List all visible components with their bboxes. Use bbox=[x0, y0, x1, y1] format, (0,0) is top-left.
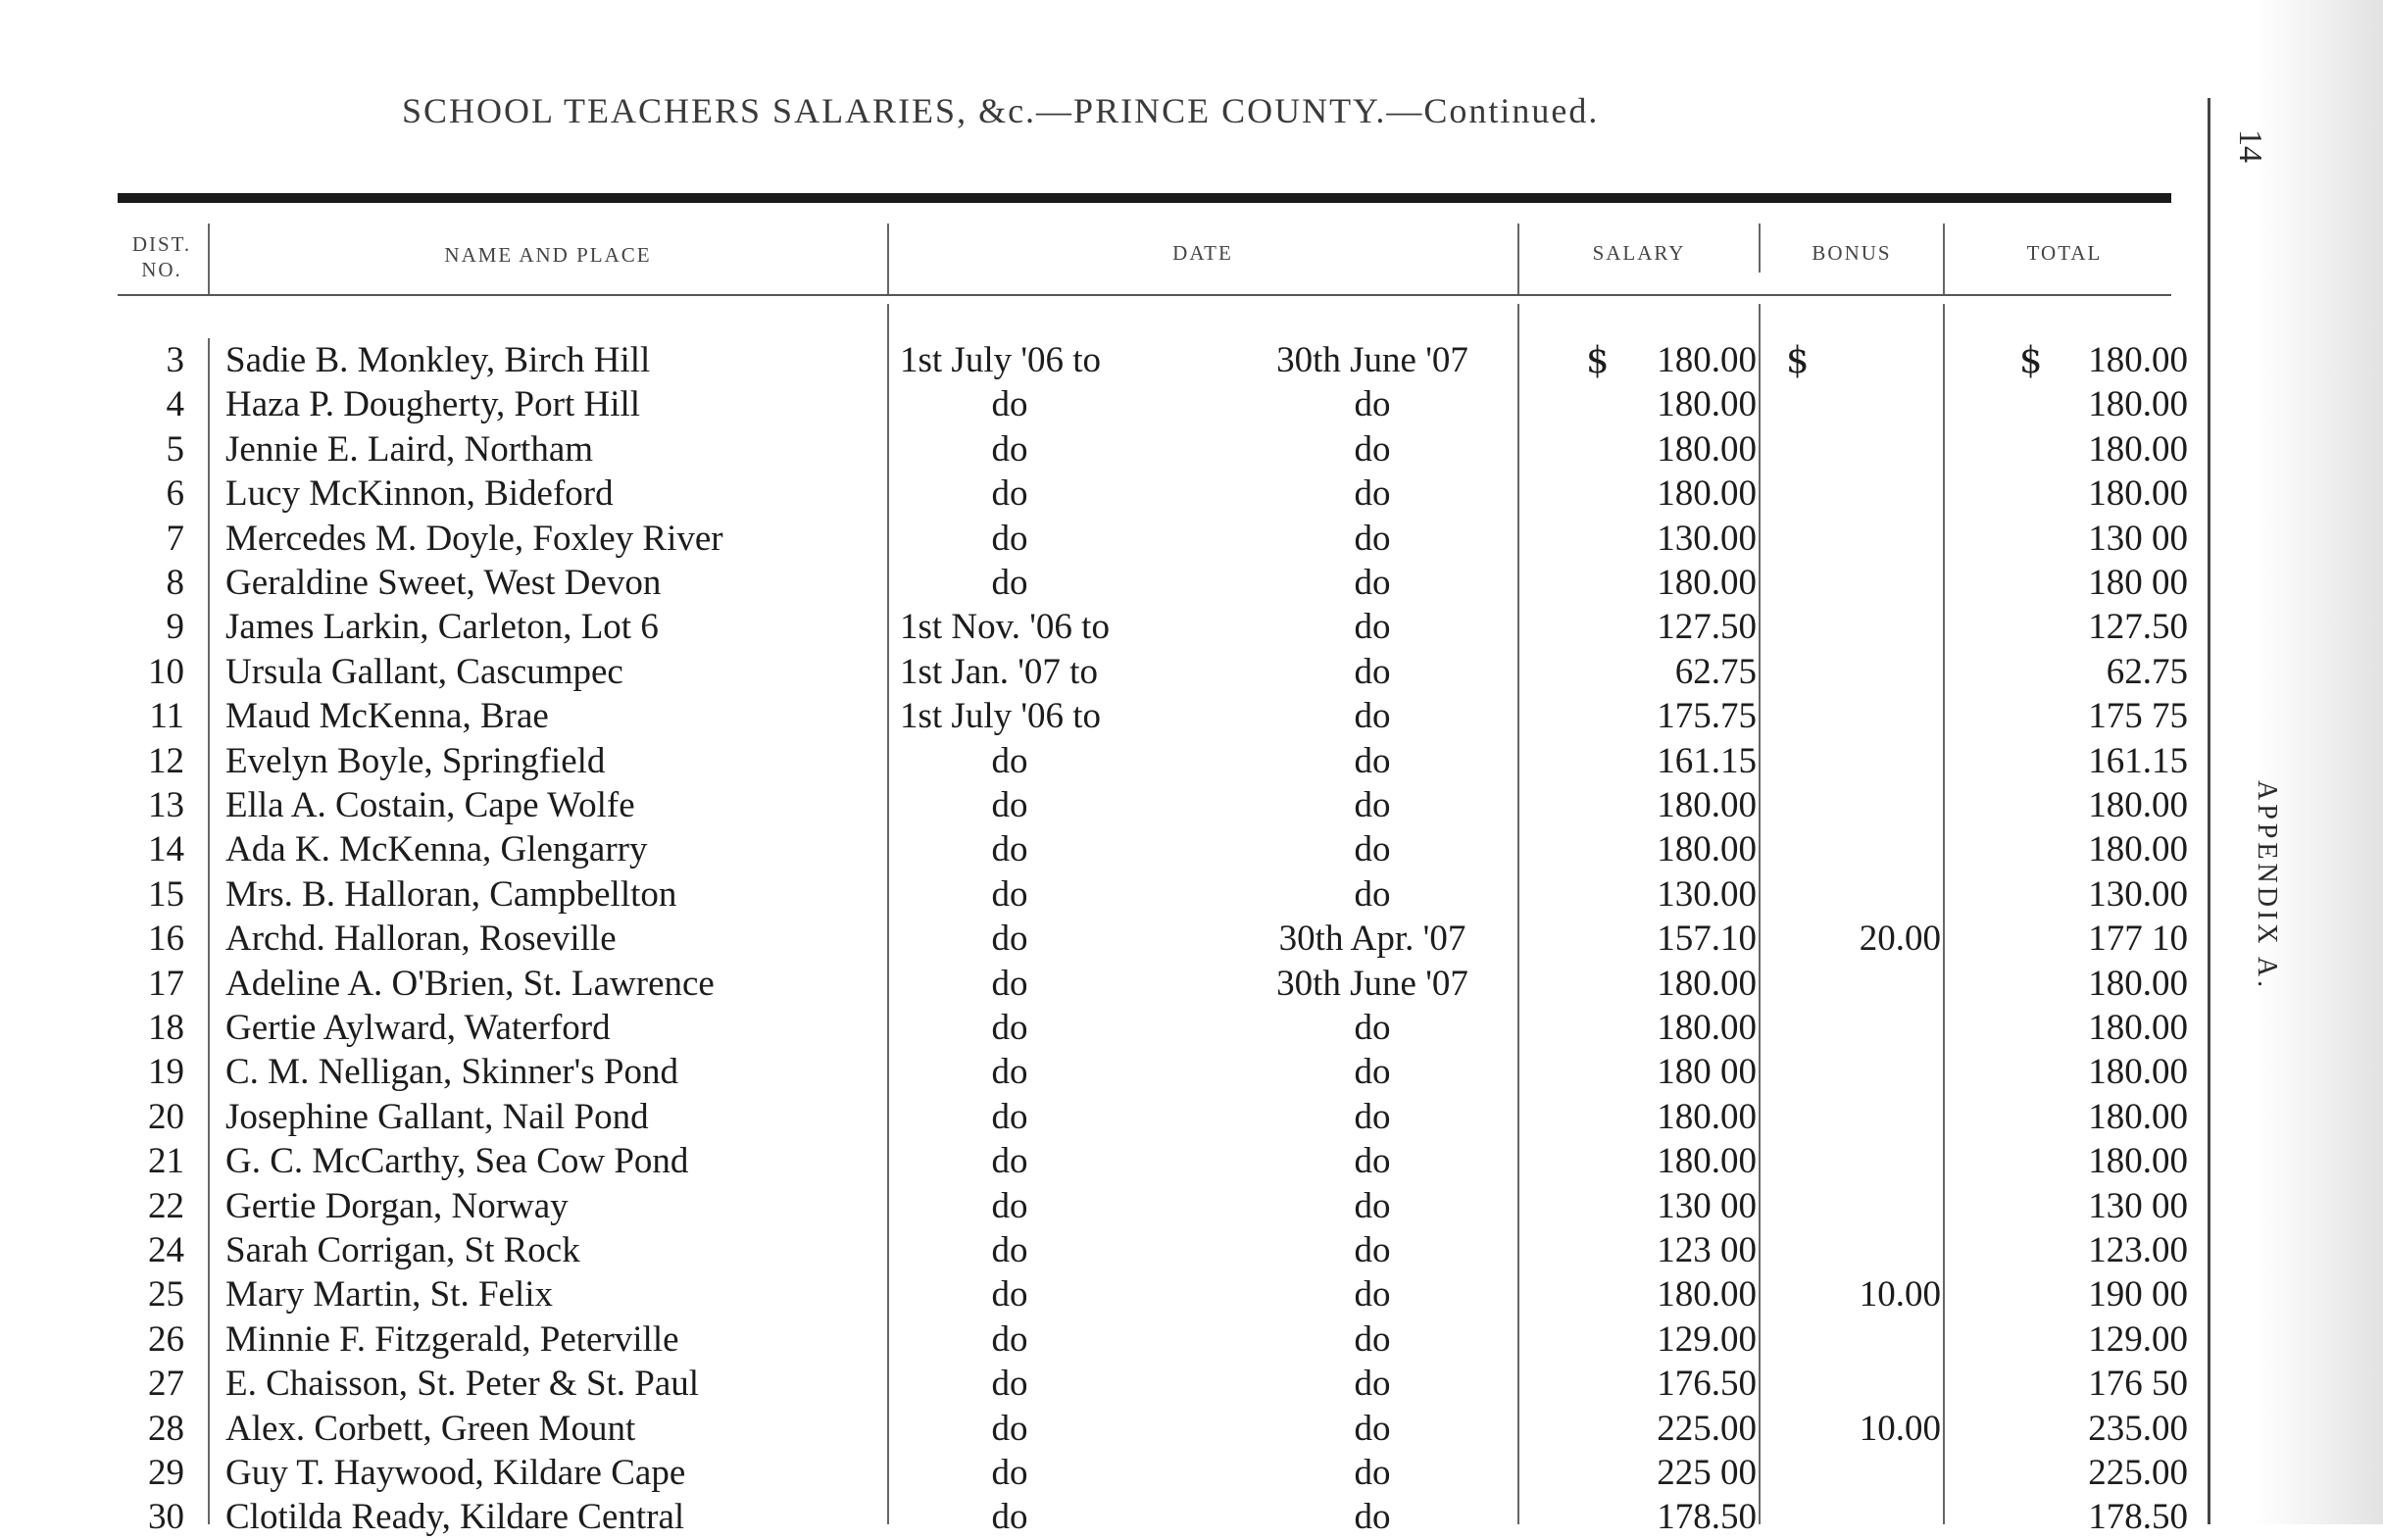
row-date-to: do bbox=[1354, 1274, 1391, 1315]
table-row bbox=[0, 1496, 2383, 1540]
header-bonus: BONUS bbox=[1812, 241, 1892, 265]
table-row bbox=[0, 428, 2383, 472]
table-row bbox=[0, 828, 2383, 872]
table-row bbox=[0, 873, 2383, 918]
row-total: 225.00 bbox=[2088, 1453, 2188, 1493]
row-name-place: James Larkin, Carleton, Lot 6 bbox=[225, 607, 659, 647]
row-name-place: Ella A. Costain, Cape Wolfe bbox=[225, 785, 635, 825]
table-row bbox=[0, 1273, 2383, 1317]
row-dist-no: 24 bbox=[148, 1230, 184, 1270]
row-name-place: Lucy McKinnon, Bideford bbox=[225, 473, 614, 514]
row-date-to: do bbox=[1354, 1364, 1391, 1404]
row-total: 130.00 bbox=[2088, 874, 2188, 915]
row-salary: 180.00 bbox=[1657, 964, 1757, 1004]
row-bonus: 10.00 bbox=[1859, 1409, 1941, 1449]
total-currency-symbol: $ bbox=[2019, 339, 2043, 381]
row-date-from: do bbox=[991, 1186, 1028, 1226]
row-salary: 180.00 bbox=[1657, 1274, 1757, 1315]
row-date-to: do bbox=[1354, 1008, 1391, 1048]
row-name-place: Evelyn Boyle, Springfield bbox=[225, 741, 606, 781]
row-date-to: do bbox=[1354, 563, 1391, 603]
row-salary: 180.00 bbox=[1657, 473, 1757, 514]
row-date-from: do bbox=[991, 1230, 1028, 1270]
row-salary: 130.00 bbox=[1657, 874, 1757, 915]
row-name-place: C. M. Nelligan, Skinner's Pond bbox=[225, 1052, 678, 1092]
table-row bbox=[0, 740, 2383, 784]
row-dist-no: 5 bbox=[166, 429, 184, 470]
row-date-to: do bbox=[1354, 1319, 1391, 1360]
salary-currency-symbol: $ bbox=[1586, 339, 1610, 381]
header-salary: SALARY bbox=[1592, 241, 1686, 265]
table-row bbox=[0, 518, 2383, 562]
row-salary: 180.00 bbox=[1657, 340, 1757, 380]
row-name-place: Maud McKenna, Brae bbox=[225, 696, 549, 736]
row-date-from: do bbox=[991, 785, 1028, 825]
header-date: DATE bbox=[1172, 241, 1233, 265]
row-salary: 180.00 bbox=[1657, 1141, 1757, 1181]
row-total: 180.00 bbox=[2088, 340, 2188, 380]
table-row bbox=[0, 1229, 2383, 1273]
table-row bbox=[0, 606, 2383, 650]
page-title: SCHOOL TEACHERS SALARIES, &c.—PRINCE COUNTY.—Continued. bbox=[402, 91, 1600, 130]
row-salary: 62.75 bbox=[1674, 652, 1757, 692]
row-date-to: do bbox=[1354, 1453, 1391, 1493]
row-dist-no: 26 bbox=[148, 1319, 184, 1360]
row-date-from: 1st July '06 to bbox=[900, 340, 1102, 380]
row-date-to: do bbox=[1354, 874, 1391, 915]
row-salary: 129.00 bbox=[1657, 1319, 1757, 1360]
row-salary: 180 00 bbox=[1657, 1052, 1757, 1092]
row-date-to: do bbox=[1354, 829, 1391, 869]
row-date-to: do bbox=[1354, 1052, 1391, 1092]
table-row bbox=[0, 695, 2383, 739]
row-dist-no: 21 bbox=[148, 1141, 184, 1181]
row-salary: 180.00 bbox=[1657, 563, 1757, 603]
row-salary: 180.00 bbox=[1657, 785, 1757, 825]
page-number: 14 bbox=[2232, 129, 2268, 163]
row-total: 127.50 bbox=[2088, 607, 2188, 647]
row-dist-no: 28 bbox=[148, 1409, 184, 1449]
table-row bbox=[0, 1452, 2383, 1496]
row-total: 235.00 bbox=[2088, 1409, 2188, 1449]
row-name-place: Alex. Corbett, Green Mount bbox=[225, 1409, 636, 1449]
row-total: 62.75 bbox=[2106, 652, 2188, 692]
row-name-place: Mercedes M. Doyle, Foxley River bbox=[225, 519, 723, 559]
row-dist-no: 8 bbox=[166, 563, 184, 603]
header-total: TOTAL bbox=[2026, 241, 2103, 265]
row-date-from: do bbox=[991, 1453, 1028, 1493]
row-date-to: 30th June '07 bbox=[1276, 340, 1468, 380]
appendix-label: APPENDIX A. bbox=[2252, 780, 2282, 992]
row-total: 180.00 bbox=[2088, 1052, 2188, 1092]
row-salary: 180.00 bbox=[1657, 1097, 1757, 1137]
row-date-from: do bbox=[991, 1008, 1028, 1048]
row-salary: 127.50 bbox=[1657, 607, 1757, 647]
row-name-place: Guy T. Haywood, Kildare Cape bbox=[225, 1453, 686, 1493]
row-name-place: Josephine Gallant, Nail Pond bbox=[225, 1097, 649, 1137]
row-total: 123.00 bbox=[2088, 1230, 2188, 1270]
row-date-from: do bbox=[991, 1409, 1028, 1449]
table-row bbox=[0, 1318, 2383, 1363]
row-total: 180.00 bbox=[2088, 829, 2188, 869]
row-name-place: Mrs. B. Halloran, Campbellton bbox=[225, 874, 677, 915]
header-bottom-rule bbox=[118, 294, 2171, 296]
row-date-from: do bbox=[991, 384, 1028, 424]
row-salary: 175.75 bbox=[1657, 696, 1757, 736]
row-date-from: do bbox=[991, 519, 1028, 559]
row-date-to: do bbox=[1354, 1097, 1391, 1137]
row-date-from: do bbox=[991, 473, 1028, 514]
row-date-from: do bbox=[991, 1097, 1028, 1137]
row-salary: 180.00 bbox=[1657, 384, 1757, 424]
row-total: 190 00 bbox=[2088, 1274, 2188, 1315]
row-name-place: Adeline A. O'Brien, St. Lawrence bbox=[225, 964, 715, 1004]
table-row bbox=[0, 1007, 2383, 1051]
row-dist-no: 10 bbox=[148, 652, 184, 692]
row-name-place: Archd. Halloran, Roseville bbox=[225, 919, 617, 959]
row-salary: 123 00 bbox=[1657, 1230, 1757, 1270]
row-total: 180.00 bbox=[2088, 384, 2188, 424]
row-name-place: Gertie Dorgan, Norway bbox=[225, 1186, 569, 1226]
row-salary: 157.10 bbox=[1657, 919, 1757, 959]
row-salary: 161.15 bbox=[1657, 741, 1757, 781]
row-date-to: do bbox=[1354, 473, 1391, 514]
row-total: 130 00 bbox=[2088, 1186, 2188, 1226]
row-date-from: do bbox=[991, 1497, 1028, 1537]
row-total: 177 10 bbox=[2088, 919, 2188, 959]
row-total: 176 50 bbox=[2088, 1364, 2188, 1404]
table-row bbox=[0, 651, 2383, 695]
row-total: 180.00 bbox=[2088, 1097, 2188, 1137]
row-name-place: Geraldine Sweet, West Devon bbox=[225, 563, 662, 603]
row-name-place: Gertie Aylward, Waterford bbox=[225, 1008, 611, 1048]
table-row bbox=[0, 1363, 2383, 1407]
row-salary: 180.00 bbox=[1657, 829, 1757, 869]
table-row bbox=[0, 1096, 2383, 1140]
row-date-to: 30th June '07 bbox=[1276, 964, 1468, 1004]
row-dist-no: 22 bbox=[148, 1186, 184, 1226]
table-row bbox=[0, 1140, 2383, 1184]
row-total: 175 75 bbox=[2088, 696, 2188, 736]
row-date-to: do bbox=[1354, 1186, 1391, 1226]
row-date-to: do bbox=[1354, 652, 1391, 692]
table-row bbox=[0, 1051, 2383, 1095]
row-dist-no: 20 bbox=[148, 1097, 184, 1137]
row-date-to: do bbox=[1354, 741, 1391, 781]
row-dist-no: 13 bbox=[148, 785, 184, 825]
row-dist-no: 11 bbox=[149, 696, 184, 736]
row-name-place: Ursula Gallant, Cascumpec bbox=[225, 652, 623, 692]
row-date-to: do bbox=[1354, 384, 1391, 424]
row-total: 130 00 bbox=[2088, 519, 2188, 559]
row-total: 180.00 bbox=[2088, 429, 2188, 470]
row-total: 180.00 bbox=[2088, 785, 2188, 825]
row-date-from: do bbox=[991, 429, 1028, 470]
row-dist-no: 9 bbox=[166, 607, 184, 647]
row-date-from: do bbox=[991, 1141, 1028, 1181]
row-date-from: do bbox=[991, 563, 1028, 603]
table-row bbox=[0, 562, 2383, 606]
bonus-currency-symbol: $ bbox=[1786, 339, 1810, 381]
row-salary: 225 00 bbox=[1657, 1453, 1757, 1493]
row-date-to: do bbox=[1354, 696, 1391, 736]
row-name-place: Clotilda Ready, Kildare Central bbox=[225, 1497, 685, 1537]
table-row bbox=[0, 784, 2383, 828]
row-dist-no: 14 bbox=[148, 829, 184, 869]
table-row bbox=[0, 963, 2383, 1007]
row-dist-no: 3 bbox=[166, 340, 184, 380]
table-row bbox=[0, 1408, 2383, 1452]
row-dist-no: 4 bbox=[166, 384, 184, 424]
row-name-place: Sadie B. Monkley, Birch Hill bbox=[225, 340, 651, 380]
row-date-from: 1st Jan. '07 to bbox=[900, 652, 1098, 692]
row-total: 180.00 bbox=[2088, 1141, 2188, 1181]
row-total: 180.00 bbox=[2088, 473, 2188, 514]
row-name-place: Minnie F. Fitzgerald, Peterville bbox=[225, 1319, 679, 1360]
row-date-to: 30th Apr. '07 bbox=[1278, 919, 1466, 959]
row-date-from: do bbox=[991, 1364, 1028, 1404]
row-date-from: do bbox=[991, 964, 1028, 1004]
row-date-to: do bbox=[1354, 1230, 1391, 1270]
row-salary: 176.50 bbox=[1657, 1364, 1757, 1404]
row-dist-no: 17 bbox=[148, 964, 184, 1004]
row-dist-no: 12 bbox=[148, 741, 184, 781]
row-dist-no: 6 bbox=[166, 473, 184, 514]
row-dist-no: 30 bbox=[148, 1497, 184, 1537]
row-date-from: do bbox=[991, 829, 1028, 869]
header-dist-no bbox=[118, 231, 206, 282]
row-dist-no: 27 bbox=[148, 1364, 184, 1404]
row-date-to: do bbox=[1354, 1409, 1391, 1449]
table-row bbox=[0, 918, 2383, 962]
row-total: 180.00 bbox=[2088, 1008, 2188, 1048]
table-row bbox=[0, 383, 2383, 427]
row-total: 180 00 bbox=[2088, 563, 2188, 603]
row-salary: 180.00 bbox=[1657, 429, 1757, 470]
row-name-place: Sarah Corrigan, St Rock bbox=[225, 1230, 580, 1270]
row-date-to: do bbox=[1354, 1497, 1391, 1537]
row-dist-no: 19 bbox=[148, 1052, 184, 1092]
row-total: 129.00 bbox=[2088, 1319, 2188, 1360]
row-date-from: 1st Nov. '06 to bbox=[900, 607, 1110, 647]
row-dist-no: 16 bbox=[148, 919, 184, 959]
row-bonus: 10.00 bbox=[1859, 1274, 1941, 1315]
row-date-from: do bbox=[991, 741, 1028, 781]
row-date-from: do bbox=[991, 1274, 1028, 1315]
header-heavy-rule bbox=[118, 193, 2171, 203]
row-bonus: 20.00 bbox=[1859, 919, 1941, 959]
row-dist-no: 29 bbox=[148, 1453, 184, 1493]
row-dist-no: 7 bbox=[166, 519, 184, 559]
table-row bbox=[0, 472, 2383, 517]
row-name-place: G. C. McCarthy, Sea Cow Pond bbox=[225, 1141, 689, 1181]
row-dist-no: 25 bbox=[148, 1274, 184, 1315]
row-total: 161.15 bbox=[2088, 741, 2188, 781]
row-salary: 180.00 bbox=[1657, 1008, 1757, 1048]
row-date-from: do bbox=[991, 1052, 1028, 1092]
row-total: 178.50 bbox=[2088, 1497, 2188, 1537]
row-salary: 225.00 bbox=[1657, 1409, 1757, 1449]
row-name-place: Ada K. McKenna, Glengarry bbox=[225, 829, 648, 869]
row-name-place: Jennie E. Laird, Northam bbox=[225, 429, 594, 470]
header-dist-no-line1: DIST. bbox=[131, 232, 192, 256]
header-name-place: NAME AND PLACE bbox=[444, 243, 652, 267]
row-name-place: Mary Martin, St. Felix bbox=[225, 1274, 554, 1315]
row-date-to: do bbox=[1354, 785, 1391, 825]
row-name-place: E. Chaisson, St. Peter & St. Paul bbox=[225, 1364, 700, 1404]
row-date-to: do bbox=[1354, 519, 1391, 559]
row-date-to: do bbox=[1354, 607, 1391, 647]
row-salary: 130.00 bbox=[1657, 519, 1757, 559]
row-date-to: do bbox=[1354, 429, 1391, 470]
header-dist-no-line2: NO. bbox=[141, 258, 182, 281]
row-salary: 130 00 bbox=[1657, 1186, 1757, 1226]
row-dist-no: 15 bbox=[148, 874, 184, 915]
row-date-from: do bbox=[991, 1319, 1028, 1360]
table-row bbox=[0, 1185, 2383, 1229]
row-date-to: do bbox=[1354, 1141, 1391, 1181]
row-total: 180.00 bbox=[2088, 964, 2188, 1004]
row-date-from: do bbox=[991, 874, 1028, 915]
row-name-place: Haza P. Dougherty, Port Hill bbox=[225, 384, 641, 424]
row-dist-no: 18 bbox=[148, 1008, 184, 1048]
row-salary: 178.50 bbox=[1657, 1497, 1757, 1537]
row-date-from: do bbox=[991, 919, 1028, 959]
row-date-from: 1st July '06 to bbox=[900, 696, 1102, 736]
